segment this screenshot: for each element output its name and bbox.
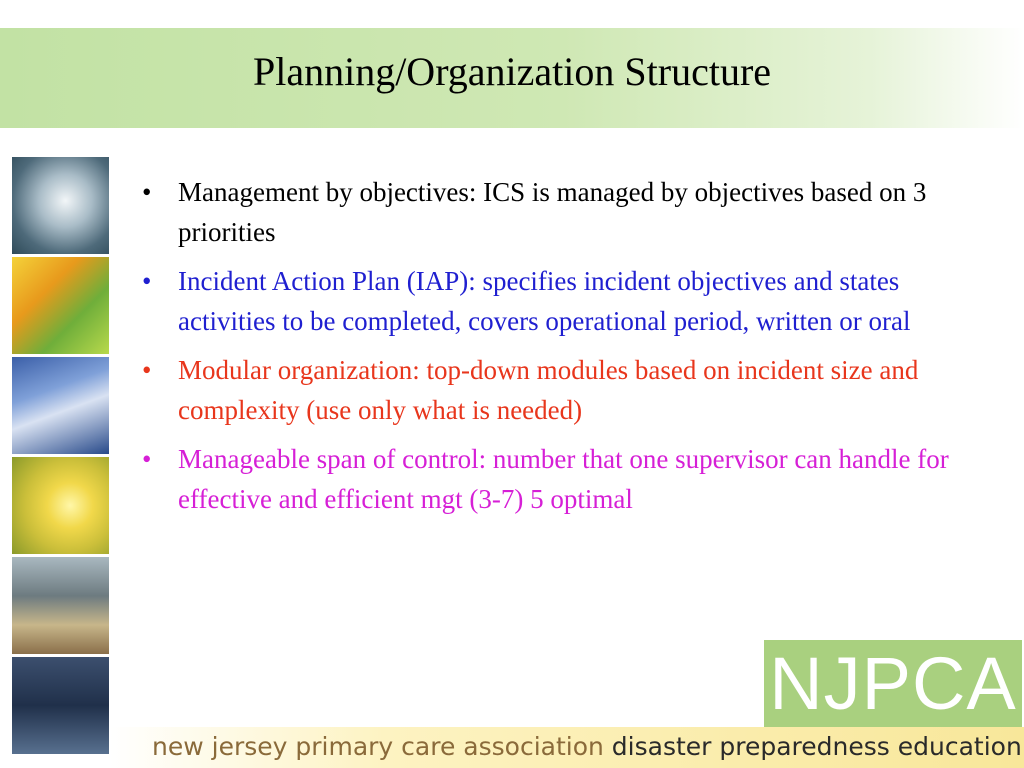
- njpca-logo: [764, 640, 1022, 728]
- lab-photo: [12, 257, 109, 354]
- bullet-item: [142, 439, 982, 519]
- bullet-dot: •: [142, 177, 152, 207]
- bullet-text: Incident Action Plan (IAP): specifies incident objectives and states activities to be completed, covers operational period, written or oral: [178, 266, 911, 336]
- hurricane-photo: [12, 157, 109, 254]
- bullet-item: [142, 261, 982, 341]
- radiation-symbol-photo: [12, 457, 109, 554]
- bullet-text: Modular organization: top-down modules based on incident size and complexity (use only what is needed): [178, 355, 919, 425]
- footer: [152, 730, 1022, 764]
- bullet-text: Management by objectives: ICS is managed by objectives based on 3 priorities: [178, 177, 927, 247]
- emergency-vehicle-photo: [12, 357, 109, 454]
- bullet-dot: •: [142, 355, 152, 385]
- bullet-text: Manageable span of control: number that one supervisor can handle for effective and efficient mgt (3-7) 5 optimal: [178, 444, 949, 514]
- bullet-list: [142, 172, 982, 528]
- photo-strip: [12, 157, 109, 754]
- footer-org: new jersey primary care association: [152, 732, 604, 761]
- bullet-dot: •: [142, 266, 152, 296]
- footer-program: disaster preparedness education: [611, 732, 1022, 761]
- bullet-item: [142, 350, 982, 430]
- flood-photo: [12, 557, 109, 654]
- logo-text: NJPCA: [769, 642, 1017, 725]
- bullet-dot: •: [142, 444, 152, 474]
- slide-title: Planning/Organization Structure: [252, 49, 772, 94]
- bullet-item: [142, 172, 982, 252]
- biohazard-photo: [12, 657, 109, 754]
